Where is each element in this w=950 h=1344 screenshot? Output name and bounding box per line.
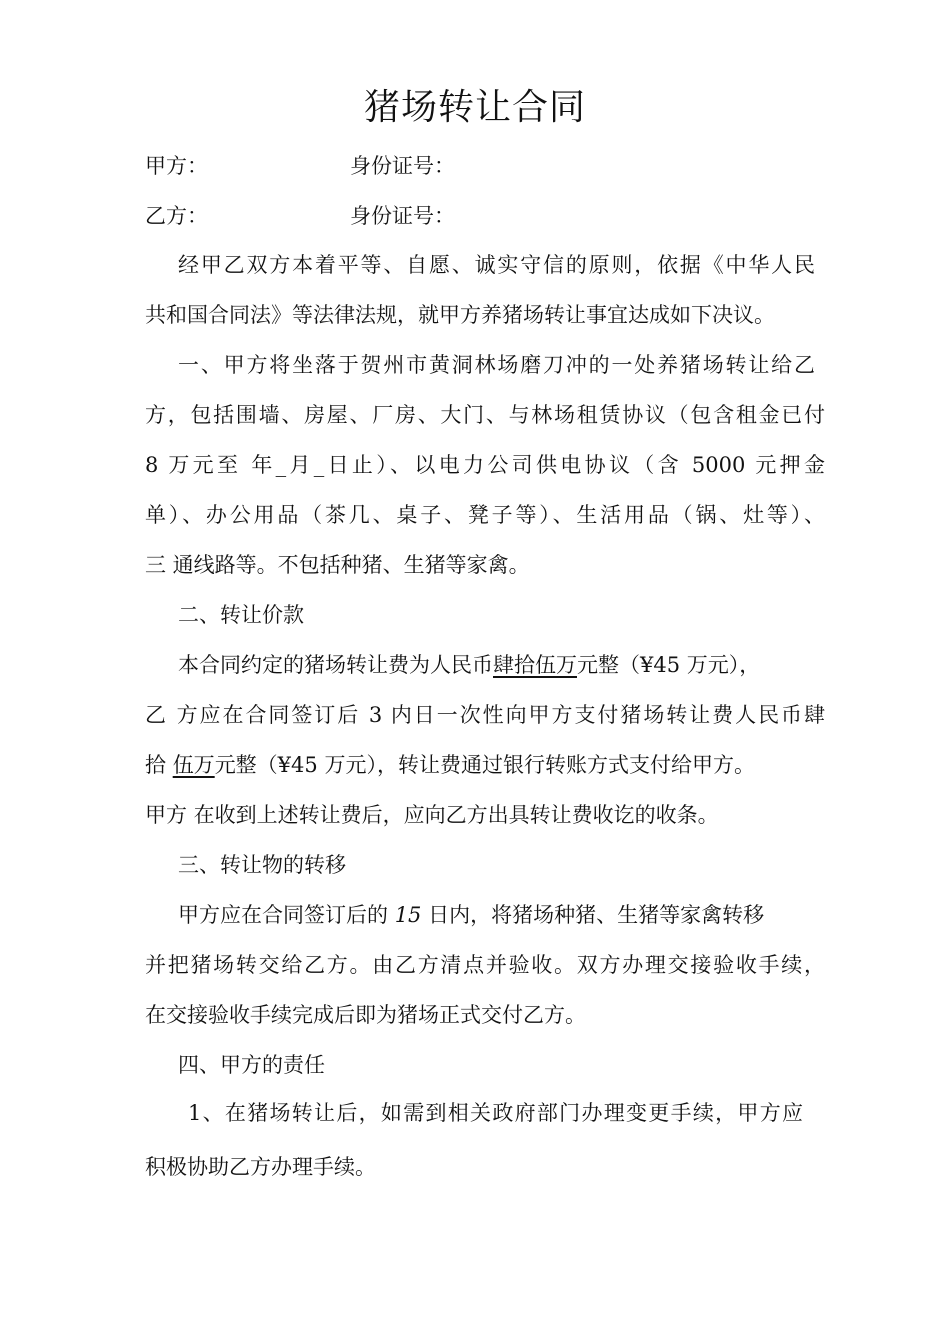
clause3-line-3: 在交接验收手续完成后即为猪场正式交付乙方。 [145,1003,586,1027]
clause3-heading: 三、转让物的转移 [178,853,346,877]
clause2-amount-underlined-2: 伍万 [172,753,215,777]
party-b-label: 乙方： [145,204,208,228]
clause1-line-1: 一、甲方将坐落于贺州市黄洞林场磨刀冲的一处养猪场转让给乙 [178,353,815,377]
clause3-days-number: 15 [394,903,422,927]
document-title: 猪场转让合同 [363,87,586,128]
clause2-line-4: 甲方 在收到上述转让费后，应向乙方出具转让费收讫的收条。 [145,803,719,827]
clause2-line-3 [145,750,825,780]
clause2-heading: 二、转让价款 [178,603,304,627]
clause2-amount-underlined: 肆拾伍万 [493,653,577,677]
clause2-line-3-text-b: 元整（¥45 万元），转让费通过银行转账方式支付给甲方。 [214,753,755,777]
party-b-id-label: 身份证号： [350,204,455,228]
clause4-line-1: 1、在猪场转让后，如需到相关政府部门办理变更手续，甲方应 [188,1101,803,1125]
party-a-id-label: 身份证号： [350,154,455,178]
clause2-line-1 [178,650,815,680]
clause4-heading: 四、甲方的责任 [178,1053,325,1077]
clause4-line-2: 积极协助乙方办理手续。 [145,1155,376,1179]
clause3-line-1 [178,900,815,930]
intro-line-1: 经甲乙双方本着平等、自愿、诚实守信的原则，依据《中华人民 [178,253,815,277]
clause2-line-1-text-b: 元整（¥45 万元）， [577,653,761,677]
clause3-line-1-text-a: 甲方应在合同签订后的 [178,903,395,927]
clause3-line-2: 并把猪场转交给乙方。由乙方清点并验收。双方办理交接验收手续， [145,953,825,977]
clause1-line-5: 三 通线路等。不包括种猪、生猪等家禽。 [145,553,530,577]
intro-line-2: 共和国合同法》等法律法规，就甲方养猪场转让事宜达成如下决议。 [145,303,775,327]
clause2-line-2: 乙 方应在合同签订后 3 内日一次性向甲方支付猪场转让费人民币肆 [145,703,825,727]
clause1-line-3: 8 万元至 年_月_日止）、以电力公司供电协议（含 5000 元押金 [145,453,825,477]
clause2-line-1-text-a: 本合同约定的猪场转让费为人民币 [178,653,493,677]
clause1-line-2: 方，包括围墙、房屋、厂房、大门、与林场租赁协议（包含租金已付 [145,403,825,427]
clause3-line-1-text-b: 日内，将猪场种猪、生猪等家禽转移 [421,903,765,927]
clause2-line-3-text-a: 拾 [145,753,173,777]
clause1-line-4: 单）、办公用品（茶几、桌子、凳子等）、生活用品（锅、灶等）、 [145,503,825,527]
party-a-label: 甲方： [145,154,208,178]
